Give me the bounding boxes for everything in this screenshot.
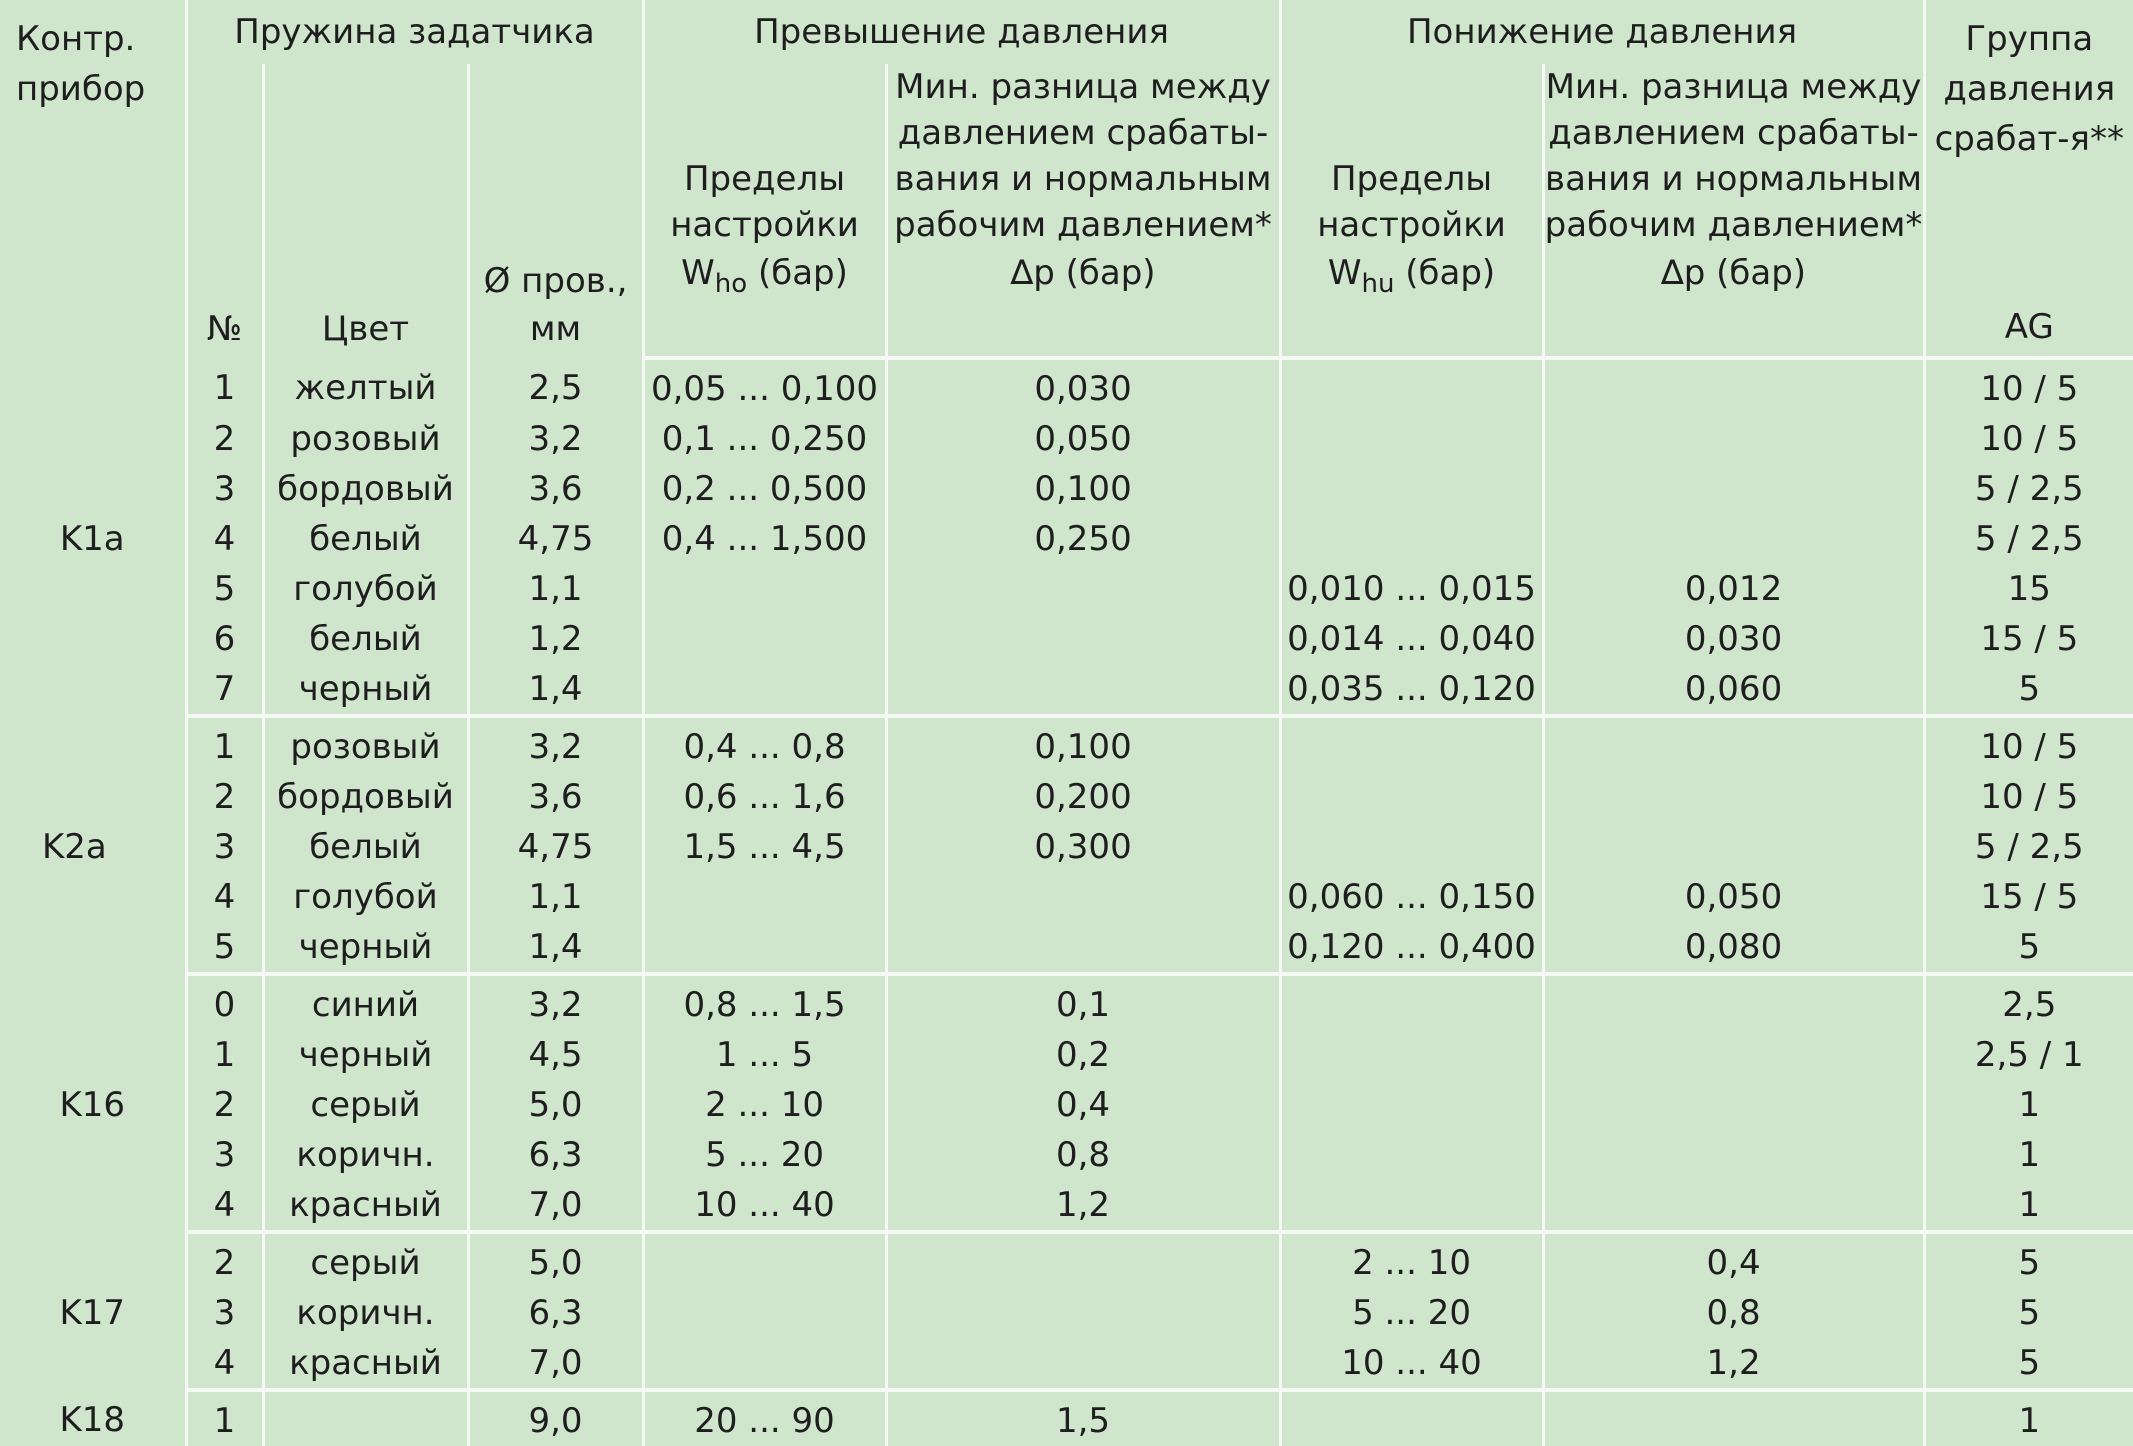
wire-diameter-cell: 7,0 xyxy=(468,1180,643,1232)
spring-color-cell: коричн. xyxy=(263,1130,468,1180)
wire-diameter-cell: 1,4 xyxy=(468,664,643,716)
header-ag xyxy=(1924,302,2133,358)
ag-group-cell: 2,5 / 1 xyxy=(1924,1030,2133,1080)
wire-diameter-cell: 3,2 xyxy=(468,414,643,464)
dp-hu-cell xyxy=(1543,822,1924,872)
dp-ho-cell xyxy=(886,1232,1280,1288)
header-number xyxy=(186,64,263,358)
wire-diameter-cell: 4,75 xyxy=(468,514,643,564)
header-dp-hu-line3: вания и нормальным xyxy=(1545,159,1923,199)
dp-ho-cell xyxy=(886,564,1280,614)
dp-hu-cell xyxy=(1543,1080,1924,1130)
dp-ho-cell: 1,5 xyxy=(886,1390,1280,1446)
dp-hu-cell xyxy=(1543,1390,1924,1446)
spring-color-cell: бордовый xyxy=(263,772,468,822)
whu-range-cell: 2 ... 10 xyxy=(1280,1232,1543,1288)
table-row xyxy=(0,414,2133,464)
header-dp-ho xyxy=(886,64,1280,302)
ag-group-cell: 5 xyxy=(1924,922,2133,974)
table-row xyxy=(0,514,2133,564)
spring-color-cell: серый xyxy=(263,1232,468,1288)
who-range-cell: 5 ... 20 xyxy=(643,1130,886,1180)
spring-color-cell: бордовый xyxy=(263,464,468,514)
dp-hu-cell: 0,080 xyxy=(1543,922,1924,974)
dp-ho-cell: 0,050 xyxy=(886,414,1280,464)
who-range-cell: 0,6 ... 1,6 xyxy=(643,772,886,822)
who-range-cell xyxy=(643,1338,886,1390)
controller-cell: K16 xyxy=(59,1085,126,1125)
who-range-cell xyxy=(643,614,886,664)
spring-color-cell: белый xyxy=(263,514,468,564)
table-row xyxy=(0,772,2133,822)
spring-color-cell: розовый xyxy=(263,414,468,464)
dp-ho-cell: 0,4 xyxy=(886,1080,1280,1130)
spring-number-cell: 1 xyxy=(186,1390,263,1446)
spring-number-cell: 6 xyxy=(186,614,263,664)
whu-range-cell xyxy=(1280,1390,1543,1446)
dp-hu-cell xyxy=(1543,514,1924,564)
header-number-label: № xyxy=(206,309,243,349)
spring-number-cell: 4 xyxy=(186,872,263,922)
wire-diameter-cell: 6,3 xyxy=(468,1288,643,1338)
whu-range-cell xyxy=(1280,464,1543,514)
ag-group-cell: 1 xyxy=(1924,1180,2133,1232)
who-range-cell: 0,1 ... 0,250 xyxy=(643,414,886,464)
who-range-cell: 0,8 ... 1,5 xyxy=(643,974,886,1030)
dp-ho-cell: 0,8 xyxy=(886,1130,1280,1180)
spring-number-cell: 5 xyxy=(186,564,263,614)
dp-ho-cell xyxy=(886,1288,1280,1338)
whu-range-cell: 0,060 ... 0,150 xyxy=(1280,872,1543,922)
dp-ho-cell xyxy=(886,922,1280,974)
table-row xyxy=(0,614,2133,664)
header-who-range-line1: Пределы xyxy=(683,159,846,199)
ag-group-cell: 5 xyxy=(1924,1232,2133,1288)
dp-hu-cell xyxy=(1543,414,1924,464)
header-overpressure-label: Превышение давления xyxy=(754,12,1169,52)
dp-ho-cell: 0,200 xyxy=(886,772,1280,822)
header-whu-unit: (бар) xyxy=(1394,253,1496,293)
spring-number-cell: 3 xyxy=(186,822,263,872)
table-row xyxy=(0,464,2133,514)
header-group-line2: давления xyxy=(1943,69,2116,109)
header-dp-hu-line1: Мин. разница между xyxy=(1545,67,1922,107)
wire-diameter-cell: 4,5 xyxy=(468,1030,643,1080)
dp-hu-cell xyxy=(1543,974,1924,1030)
dp-hu-cell xyxy=(1543,358,1924,414)
dp-ho-cell: 0,100 xyxy=(886,716,1280,772)
spring-color-cell: черный xyxy=(263,922,468,974)
spring-number-cell: 0 xyxy=(186,974,263,1030)
who-range-cell: 0,2 ... 0,500 xyxy=(643,464,886,514)
who-range-cell xyxy=(643,922,886,974)
spring-number-cell: 7 xyxy=(186,664,263,716)
spring-color-cell: черный xyxy=(263,664,468,716)
dp-ho-cell xyxy=(886,664,1280,716)
who-range-cell: 1 ... 5 xyxy=(643,1030,886,1080)
spring-color-cell: синий xyxy=(263,974,468,1030)
header-underpressure xyxy=(1280,0,1924,64)
whu-range-cell xyxy=(1280,772,1543,822)
header-dp-ho-line1: Мин. разница между xyxy=(895,67,1271,107)
spring-color-cell: серый xyxy=(263,1080,468,1130)
ag-group-cell: 10 / 5 xyxy=(1924,414,2133,464)
who-range-cell: 10 ... 40 xyxy=(643,1180,886,1232)
who-range-cell: 1,5 ... 4,5 xyxy=(643,822,886,872)
controller-cell: K17 xyxy=(59,1293,126,1333)
dp-hu-cell: 0,030 xyxy=(1543,614,1924,664)
header-who-range-line2: настройки xyxy=(670,205,859,245)
whu-range-cell xyxy=(1280,514,1543,564)
ag-group-cell: 15 / 5 xyxy=(1924,872,2133,922)
ag-group-cell: 15 / 5 xyxy=(1924,614,2133,664)
table-row xyxy=(0,1030,2133,1080)
wire-diameter-cell: 2,5 xyxy=(468,358,643,414)
header-who-symbol xyxy=(645,248,885,298)
header-underpressure-label: Понижение давления xyxy=(1406,12,1798,52)
dp-ho-cell xyxy=(886,872,1280,922)
controller-cell: K1a xyxy=(59,519,125,559)
header-dp-hu-line2: давлением срабаты- xyxy=(1548,113,1919,153)
header-who-unit: (бар) xyxy=(747,253,848,293)
ag-group-cell: 1 xyxy=(1924,1130,2133,1180)
spring-number-cell: 4 xyxy=(186,1338,263,1390)
spring-number-cell: 3 xyxy=(186,1288,263,1338)
header-color-label: Цвет xyxy=(321,309,410,349)
table-row xyxy=(0,664,2133,716)
ag-group-cell: 15 xyxy=(1924,564,2133,614)
dp-hu-cell xyxy=(1543,772,1924,822)
ag-group-cell: 5 / 2,5 xyxy=(1924,822,2133,872)
dp-hu-cell xyxy=(1543,1130,1924,1180)
who-range-cell: 2 ... 10 xyxy=(643,1080,886,1130)
header-dp-ho-unit: ∆p (бар) xyxy=(1010,253,1156,293)
table-row xyxy=(0,1390,2133,1446)
spring-color-cell: белый xyxy=(263,614,468,664)
dp-hu-cell xyxy=(1543,464,1924,514)
whu-range-cell xyxy=(1280,1080,1543,1130)
whu-range-cell: 0,010 ... 0,015 xyxy=(1280,564,1543,614)
whu-range-cell xyxy=(1280,1180,1543,1232)
controller-cell: K18 xyxy=(59,1400,126,1440)
who-range-cell xyxy=(643,664,886,716)
wire-diameter-cell: 3,6 xyxy=(468,464,643,514)
dp-ho-cell xyxy=(886,1338,1280,1390)
spring-color-cell: красный xyxy=(263,1338,468,1390)
header-spacer-whu xyxy=(1280,302,1543,358)
header-overpressure xyxy=(643,0,1280,64)
table-row xyxy=(0,1232,2133,1288)
wire-diameter-cell: 1,2 xyxy=(468,614,643,664)
wire-diameter-cell: 1,1 xyxy=(468,872,643,922)
header-dp-ho-line2: давлением срабаты- xyxy=(897,113,1269,153)
dp-hu-cell: 1,2 xyxy=(1543,1338,1924,1390)
dp-hu-cell: 0,012 xyxy=(1543,564,1924,614)
header-who-range xyxy=(643,64,886,302)
spring-number-cell: 2 xyxy=(186,1080,263,1130)
header-whu-range-line2: настройки xyxy=(1317,205,1506,245)
table-row xyxy=(0,1288,2133,1338)
dp-hu-cell: 0,4 xyxy=(1543,1232,1924,1288)
wire-diameter-cell: 6,3 xyxy=(468,1130,643,1180)
spring-color-cell: желтый xyxy=(263,358,468,414)
who-range-cell: 0,05 ... 0,100 xyxy=(643,358,886,414)
spring-number-cell: 5 xyxy=(186,922,263,974)
table-row xyxy=(0,716,2133,772)
wire-diameter-cell: 3,6 xyxy=(468,772,643,822)
table-row xyxy=(0,358,2133,414)
table-row xyxy=(0,1338,2133,1390)
who-range-cell: 0,4 ... 0,8 xyxy=(643,716,886,772)
table-body xyxy=(0,358,2133,1446)
whu-range-cell xyxy=(1280,1130,1543,1180)
spring-number-cell: 4 xyxy=(186,1180,263,1232)
spring-number-cell: 3 xyxy=(186,1130,263,1180)
spring-number-cell: 2 xyxy=(186,1232,263,1288)
table-row xyxy=(0,1180,2133,1232)
table-row xyxy=(0,1080,2133,1130)
whu-range-cell xyxy=(1280,974,1543,1030)
spring-color-cell: голубой xyxy=(263,564,468,614)
table-row xyxy=(0,974,2133,1030)
table-row xyxy=(0,922,2133,974)
ag-group-cell: 5 xyxy=(1924,1288,2133,1338)
header-who-base: W xyxy=(681,253,715,293)
header-group-line1: Группа xyxy=(1965,19,2094,59)
header-spacer-who xyxy=(643,302,886,358)
wire-diameter-cell: 1,4 xyxy=(468,922,643,974)
whu-range-cell xyxy=(1280,822,1543,872)
ag-group-cell: 5 xyxy=(1924,664,2133,716)
whu-range-cell: 0,014 ... 0,040 xyxy=(1280,614,1543,664)
table-row xyxy=(0,1130,2133,1180)
whu-range-cell: 0,035 ... 0,120 xyxy=(1280,664,1543,716)
header-whu-base: W xyxy=(1327,253,1362,293)
wire-diameter-cell: 9,0 xyxy=(468,1390,643,1446)
spring-color-cell: белый xyxy=(263,822,468,872)
who-range-cell: 20 ... 90 xyxy=(643,1390,886,1446)
controller-cell: K2a xyxy=(42,827,107,867)
header-dp-hu xyxy=(1543,64,1924,302)
wire-diameter-cell: 3,2 xyxy=(468,716,643,772)
dp-ho-cell: 0,2 xyxy=(886,1030,1280,1080)
header-spacer-dp-hu xyxy=(1543,302,1924,358)
ag-group-cell: 5 / 2,5 xyxy=(1924,464,2133,514)
table-row xyxy=(0,872,2133,922)
dp-ho-cell: 0,300 xyxy=(886,822,1280,872)
wire-diameter-cell: 1,1 xyxy=(468,564,643,614)
table-row xyxy=(0,822,2133,872)
table-row xyxy=(0,564,2133,614)
ag-group-cell: 1 xyxy=(1924,1080,2133,1130)
ag-group-cell: 5 / 2,5 xyxy=(1924,514,2133,564)
dp-ho-cell: 1,2 xyxy=(886,1180,1280,1232)
whu-range-cell: 5 ... 20 xyxy=(1280,1288,1543,1338)
spring-number-cell: 2 xyxy=(186,772,263,822)
dp-ho-cell: 0,1 xyxy=(886,974,1280,1030)
header-spring-label: Пружина задатчика xyxy=(234,12,595,52)
header-wire-diameter-line1: Ø пров., xyxy=(483,261,628,301)
spring-color-cell: черный xyxy=(263,1030,468,1080)
header-spring xyxy=(186,0,643,64)
header-controller xyxy=(0,0,186,358)
spring-color-cell: коричн. xyxy=(263,1288,468,1338)
dp-hu-cell xyxy=(1543,716,1924,772)
spring-color-cell: красный xyxy=(263,1180,468,1232)
whu-range-cell xyxy=(1280,414,1543,464)
ag-group-cell: 5 xyxy=(1924,1338,2133,1390)
dp-ho-cell: 0,250 xyxy=(886,514,1280,564)
ag-group-cell: 1 xyxy=(1924,1390,2133,1446)
spring-color-cell xyxy=(263,1390,468,1446)
header-dp-ho-line3: вания и нормальным xyxy=(894,159,1272,199)
header-wire-diameter xyxy=(468,64,643,358)
spring-number-cell: 1 xyxy=(186,358,263,414)
header-wire-diameter-line2: мм xyxy=(529,309,582,349)
wire-diameter-cell: 5,0 xyxy=(468,1232,643,1288)
who-range-cell: 0,4 ... 1,500 xyxy=(643,514,886,564)
dp-ho-cell xyxy=(886,614,1280,664)
ag-group-cell: 2,5 xyxy=(1924,974,2133,1030)
who-range-cell xyxy=(643,564,886,614)
header-group xyxy=(1924,0,2133,302)
header-whu-range xyxy=(1280,64,1543,302)
ag-group-cell: 10 / 5 xyxy=(1924,716,2133,772)
header-spacer-dp-ho xyxy=(886,302,1280,358)
who-range-cell xyxy=(643,1232,886,1288)
header-who-sub: ho xyxy=(714,268,748,299)
spring-number-cell: 1 xyxy=(186,1030,263,1080)
header-whu-range-line1: Пределы xyxy=(1330,159,1493,199)
header-whu-symbol xyxy=(1282,248,1542,298)
dp-hu-cell: 0,060 xyxy=(1543,664,1924,716)
spring-color-cell: голубой xyxy=(263,872,468,922)
dp-ho-cell: 0,030 xyxy=(886,358,1280,414)
spring-color-cell: розовый xyxy=(263,716,468,772)
whu-range-cell xyxy=(1280,716,1543,772)
header-controller-label: Контр. прибор xyxy=(16,19,146,109)
whu-range-cell xyxy=(1280,358,1543,414)
header-color xyxy=(263,64,468,358)
whu-range-cell: 0,120 ... 0,400 xyxy=(1280,922,1543,974)
who-range-cell xyxy=(643,872,886,922)
header-dp-hu-unit: ∆p (бар) xyxy=(1661,253,1807,293)
wire-diameter-cell: 3,2 xyxy=(468,974,643,1030)
who-range-cell xyxy=(643,1288,886,1338)
wire-diameter-cell: 4,75 xyxy=(468,822,643,872)
spring-number-cell: 2 xyxy=(186,414,263,464)
whu-range-cell: 10 ... 40 xyxy=(1280,1338,1543,1390)
dp-ho-cell: 0,100 xyxy=(886,464,1280,514)
table-header xyxy=(0,0,2133,358)
dp-hu-cell: 0,050 xyxy=(1543,872,1924,922)
dp-hu-cell xyxy=(1543,1180,1924,1232)
wire-diameter-cell: 5,0 xyxy=(468,1080,643,1130)
spring-number-cell: 3 xyxy=(186,464,263,514)
dp-hu-cell xyxy=(1543,1030,1924,1080)
spring-number-cell: 1 xyxy=(186,716,263,772)
ag-group-cell: 10 / 5 xyxy=(1924,358,2133,414)
header-dp-hu-line4: рабочим давлением* xyxy=(1544,205,1923,245)
header-ag-label: AG xyxy=(2004,307,2054,347)
wire-diameter-cell: 7,0 xyxy=(468,1338,643,1390)
ag-group-cell: 10 / 5 xyxy=(1924,772,2133,822)
whu-range-cell xyxy=(1280,1030,1543,1080)
header-dp-ho-line4: рабочим давлением* xyxy=(894,205,1272,245)
header-whu-sub: hu xyxy=(1361,268,1395,299)
spring-number-cell: 4 xyxy=(186,514,263,564)
header-group-line3: срабат-я** xyxy=(1934,119,2125,159)
dp-hu-cell: 0,8 xyxy=(1543,1288,1924,1338)
